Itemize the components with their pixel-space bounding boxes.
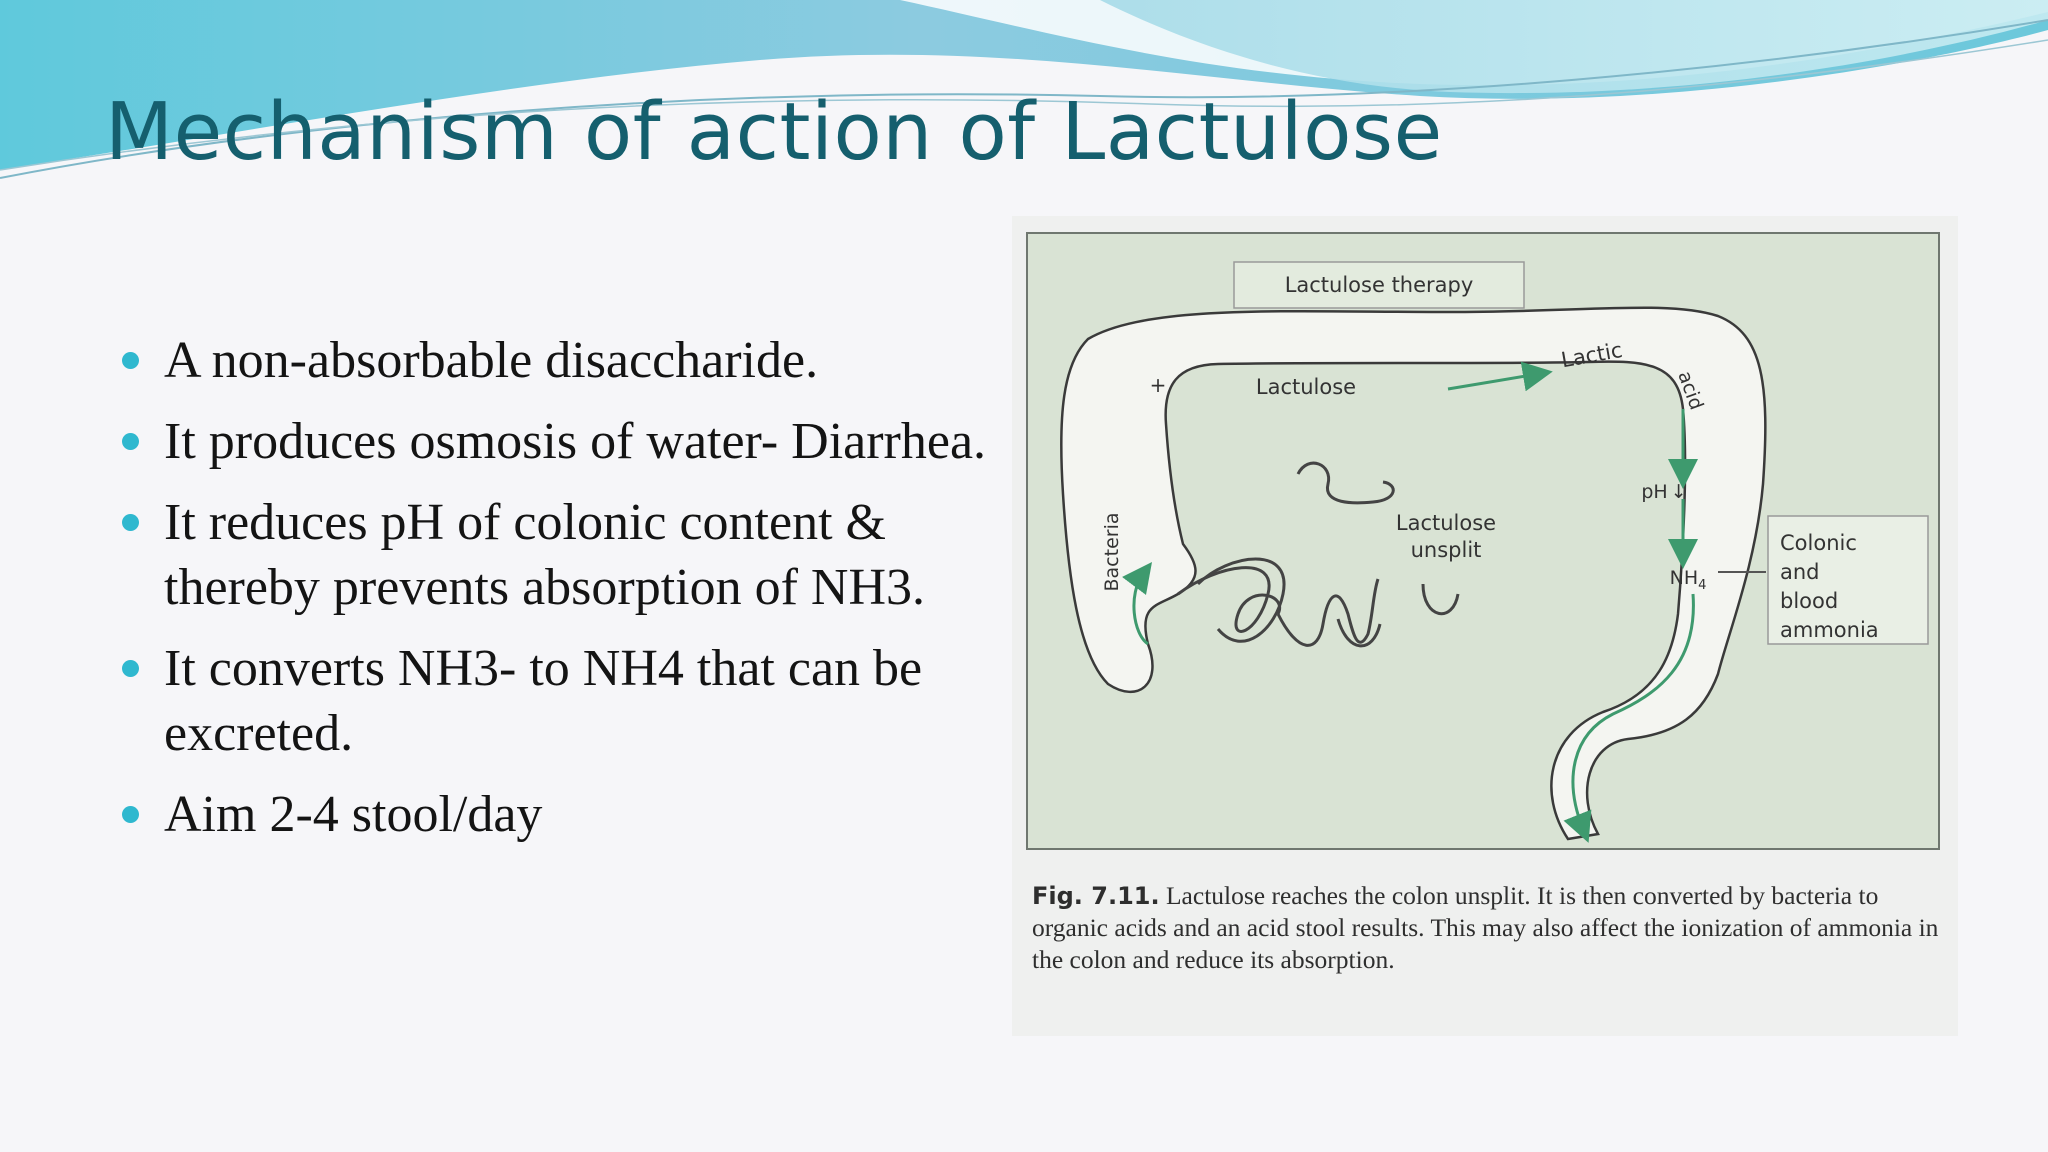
lactulose-unsplit-label: Lactulose xyxy=(1395,511,1497,535)
colonic-ammonia-label: blood xyxy=(1780,589,1839,613)
lactulose-figure xyxy=(1012,216,1958,1036)
list-item xyxy=(118,328,998,393)
bullet-text: It converts NH3- to NH4 that can be excreted. xyxy=(164,640,923,762)
bullet-icon xyxy=(122,660,139,677)
bullet-text: It reduces pH of colonic content & thereby prevents absorption of NH3. xyxy=(164,494,926,616)
bullet-icon xyxy=(122,806,139,823)
nh4-label: $NH_4$ xyxy=(1669,567,1707,593)
bullet-icon xyxy=(122,433,139,450)
slide-title: Mechanism of action of Lactulose xyxy=(105,86,1443,178)
figure-caption-label: Fig. 7.11. xyxy=(1032,882,1160,910)
list-item xyxy=(118,636,998,766)
ph-label: pH ↓ xyxy=(1641,481,1687,503)
plus-label: + xyxy=(1149,373,1167,397)
figure-caption xyxy=(1032,880,1952,976)
colon-diagram-drawing xyxy=(1028,234,1942,852)
figure-caption-text: Lactulose reaches the colon unsplit. It is then converted by bacteria to organic acids and an acid stool results. This may also affect the ionization of ammonia in the colon and reduce its absorption. xyxy=(1032,881,1939,974)
small-intestine-loop xyxy=(1423,584,1458,614)
bullet-text: A non-absorbable disaccharide. xyxy=(164,332,819,389)
colonic-ammonia-label: Colonic xyxy=(1780,531,1857,555)
colon-diagram xyxy=(1026,232,1940,850)
bullet-text: It produces osmosis of water- Diarrhea. xyxy=(164,413,987,470)
list-item xyxy=(118,490,998,620)
bullet-list xyxy=(118,328,998,863)
list-item xyxy=(118,782,998,847)
small-intestine-loop xyxy=(1278,579,1378,645)
acid-label: acid xyxy=(1673,368,1708,413)
small-intestine-loop xyxy=(1198,559,1284,641)
colon-shape xyxy=(1061,308,1765,839)
bullet-icon xyxy=(122,514,139,531)
colonic-ammonia-label: ammonia xyxy=(1780,618,1879,642)
colonic-ammonia-label: and xyxy=(1780,560,1820,584)
lactic-label: Lactic xyxy=(1559,337,1625,373)
lactulose-unsplit-label: unsplit xyxy=(1410,538,1482,562)
lactulose-label: Lactulose xyxy=(1255,375,1357,399)
bullet-icon xyxy=(122,352,139,369)
lactulose-therapy-label: Lactulose therapy xyxy=(1284,273,1474,297)
bullet-text: Aim 2-4 stool/day xyxy=(164,786,543,843)
small-intestine-loop xyxy=(1298,463,1393,503)
bacteria-label: Bacteria xyxy=(1101,512,1123,592)
list-item xyxy=(118,409,998,474)
